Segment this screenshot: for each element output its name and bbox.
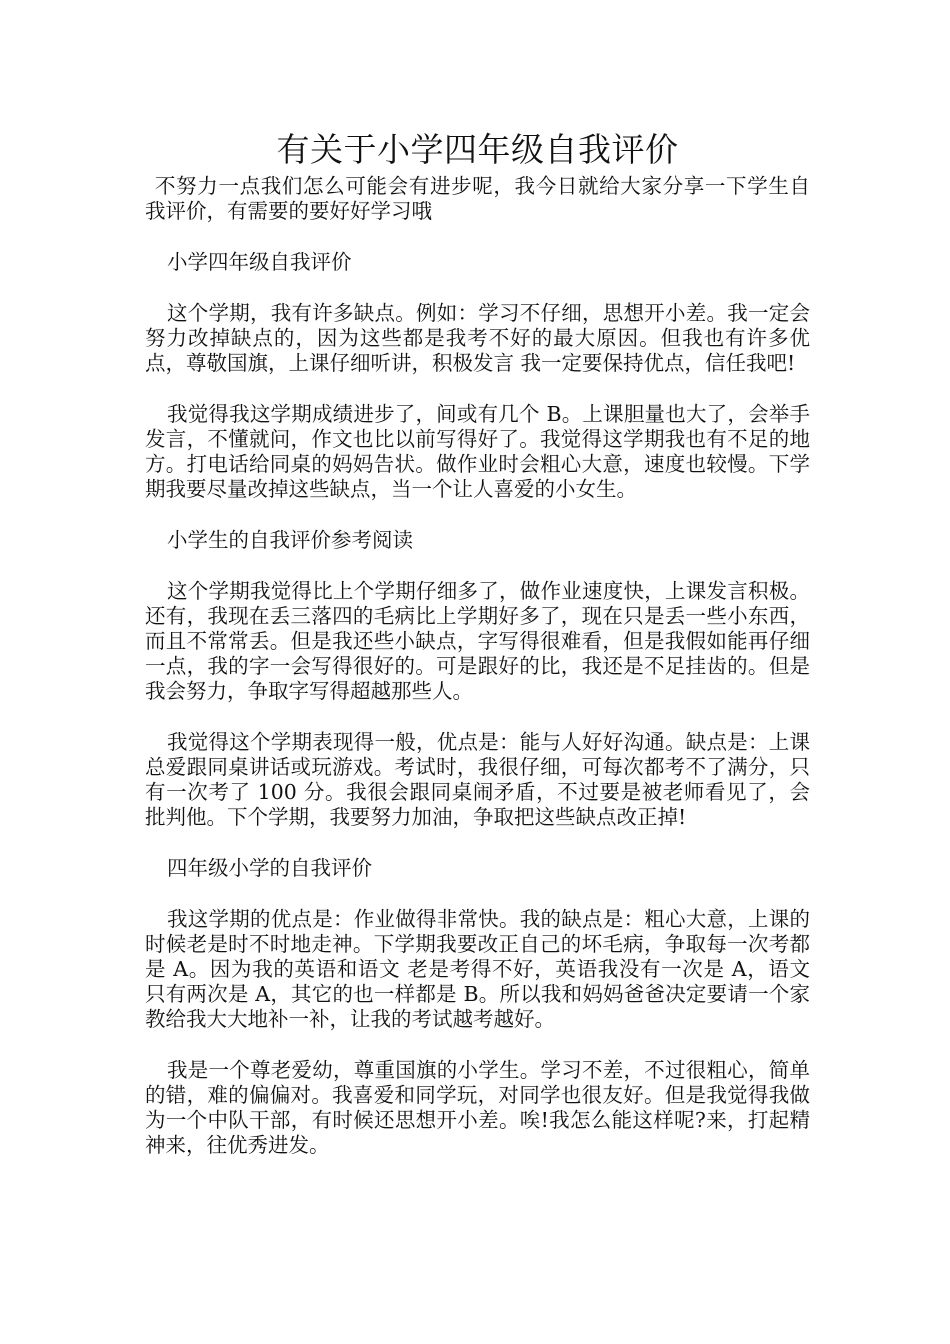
intro-paragraph: 不努力一点我们怎么可能会有进步呢，我今日就给大家分享一下学生自我评价，有需要的要好好学习哦 bbox=[145, 174, 810, 223]
section-3 bbox=[145, 856, 810, 1158]
document-title: 有关于小学四年级自我评价 bbox=[276, 130, 679, 169]
section-2 bbox=[145, 528, 810, 830]
section-heading: 小学四年级自我评价 bbox=[167, 250, 352, 274]
document-page bbox=[145, 128, 810, 1184]
section-1 bbox=[145, 250, 810, 502]
body-paragraph: 我这学期的优点是：作业做得非常快。我的缺点是：粗心大意，上课的时候老是时不时地走神。下学期我要改正自己的坏毛病，争取每一次考都是 A。因为我的英语和语文 老是考得不好，英语我没有一次是 A，语文 只有两次是 A，其它的也一样都是 B。所以我和妈妈爸爸决定要请一个家教给我大大地补一补，让我的考试越考越好。 bbox=[145, 907, 810, 1031]
body-paragraph: 我觉得我这学期成绩进步了，间或有几个 B。上课胆量也大了，会举手发言，不懂就问，作文也比以前写得好了。我觉得这学期我也有不足的地方。打电话给同桌的妈妈告状。做作业时会粗心大意，速度也较慢。下学期我要尽量改掉这些缺点，当一个让人喜爱的小女生。 bbox=[145, 402, 810, 501]
body-paragraph: 这个学期，我有许多缺点。例如：学习不仔细，思想开小差。我一定会努力改掉缺点的，因为这些都是我考不好的最大原因。但我也有许多优点，尊敬国旗，上课仔细听讲，积极发言 我一定要保持优点，信任我吧! bbox=[145, 301, 810, 375]
body-paragraph: 这个学期我觉得比上个学期仔细多了，做作业速度快，上课发言积极。还有，我现在丢三落四的毛病比上学期好多了，现在只是丢一些小东西，而且不常常丢。但是我还些小缺点，字写得很难看，但是我假如能再仔细一点，我的字一会写得很好的。可是跟好的比，我还是不足挂齿的。但是我会努力，争取字写得超越那些人。 bbox=[145, 579, 810, 703]
body-paragraph: 我是一个尊老爱幼，尊重国旗的小学生。学习不差，不过很粗心，简单的错，难的偏偏对。我喜爱和同学玩，对同学也很友好。但是我觉得我做为一个中队干部，有时候还思想开小差。唉!我怎么能这样呢?来，打起精神来，往优秀进发。 bbox=[145, 1058, 810, 1157]
section-heading: 小学生的自我评价参考阅读 bbox=[167, 528, 413, 552]
body-paragraph: 我觉得这个学期表现得一般，优点是：能与人好好沟通。缺点是：上课总爱跟同桌讲话或玩游戏。考试时，我很仔细，可每次都考不了满分，只有一次考了 100 分。我很会跟同桌闹矛盾，不过要是被老师看见了，会批判他。下个学期，我要努力加油，争取把这些缺点改正掉! bbox=[145, 730, 810, 829]
section-heading: 四年级小学的自我评价 bbox=[167, 856, 372, 880]
